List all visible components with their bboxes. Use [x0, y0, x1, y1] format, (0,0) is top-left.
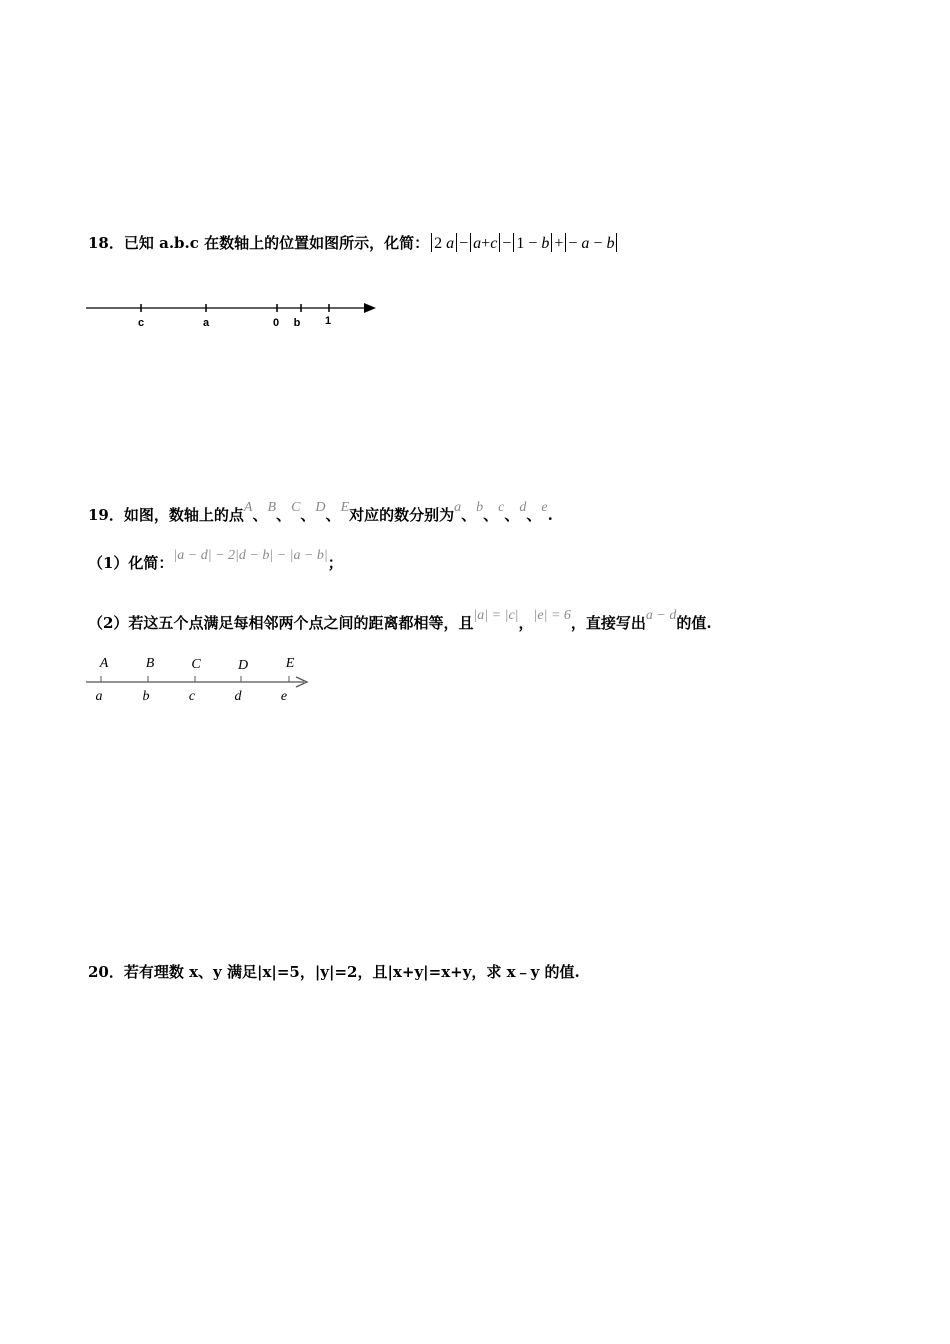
question-mid: 对应的数分别为 [349, 506, 455, 524]
condition-2: |e| = 6 [533, 608, 571, 623]
question-intro: 如图，数轴上的点 [123, 506, 244, 524]
expression: 2 a − a+c − 1 − b + − a − b [429, 235, 619, 252]
point-D: D [315, 500, 326, 515]
part-2-label: （2）若这五个点满足每相邻两个点之间的距离都相等，且 [88, 614, 474, 632]
question-text: 若有理数 x、y 满足|x|=5，|y|=2，且|x+y|=x+y，求 x﹣y 的值. [123, 963, 580, 981]
label-E: E [285, 656, 295, 671]
label-C: C [191, 657, 201, 672]
question-19: 19．如图，数轴上的点A、B、C、D、E对应的数分别为a、b、c、d、e. [88, 500, 553, 524]
separator: ． [108, 234, 124, 252]
question-number: 18 [88, 234, 109, 252]
value-c: c [498, 500, 505, 515]
label-c: c [137, 317, 145, 329]
label-a: a [202, 317, 210, 329]
condition-1: |a| = |c| [473, 608, 519, 623]
label-b: b [293, 317, 301, 329]
number-line-19 [82, 650, 322, 706]
label-c: c [188, 689, 196, 704]
question-19-part-2: （2）若这五个点满足每相邻两个点之间的距离都相等，且|a| = |c|，|e| = 6，直接写出a − d的值. [88, 608, 712, 632]
label-a: a [95, 689, 103, 704]
label-e: e [280, 689, 288, 704]
value-d: d [519, 500, 527, 515]
question-20: 20．若有理数 x、y 满足|x|=5，|y|=2，且|x+y|=x+y，求 x﹣y 的值. [88, 963, 580, 981]
point-A: A [243, 500, 253, 515]
value-e: e [541, 500, 548, 515]
label-A: A [99, 656, 109, 671]
label-b: b [142, 689, 150, 704]
label-d: d [234, 689, 242, 704]
label-B: B [145, 656, 155, 671]
label-one: 1 [324, 315, 332, 327]
number-line-18 [80, 296, 380, 336]
value-a: a [454, 500, 462, 515]
point-E: E [340, 500, 350, 515]
question-number: 19 [88, 506, 109, 524]
label-D: D [237, 658, 249, 673]
value-b: b [476, 500, 484, 515]
part-1-label: （1）化简： [88, 554, 174, 572]
part-1-expression: |a − d| − 2|d − b| − |a − b| [173, 548, 328, 563]
question-text: 已知 a.b.c 在数轴上的位置如图所示，化简： [123, 234, 430, 252]
question-number: 20 [88, 963, 109, 981]
label-zero: 0 [272, 317, 280, 329]
part-2-expression: a − d [645, 608, 677, 623]
point-C: C [291, 500, 301, 515]
question-19-part-1: （1）化简：|a − d| − 2|d − b| − |a − b|； [88, 548, 343, 572]
question-18 [88, 232, 619, 253]
point-B: B [267, 500, 277, 515]
axis-arrow-icon [364, 303, 376, 313]
